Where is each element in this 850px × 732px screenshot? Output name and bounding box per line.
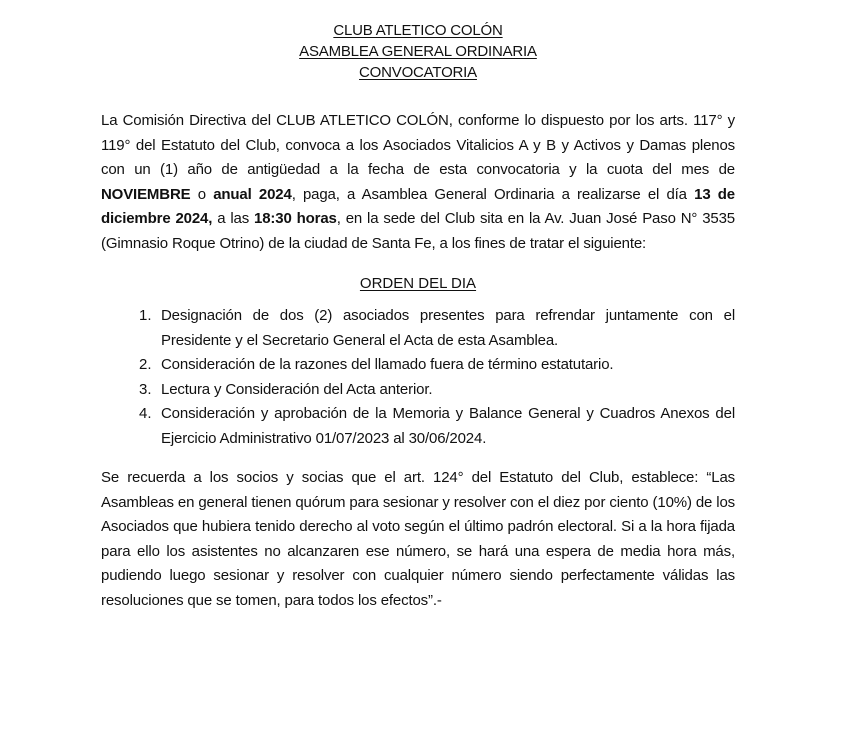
intro-bold-annual: anual 2024 — [213, 185, 292, 203]
agenda-item — [101, 402, 735, 451]
assembly-type-heading — [101, 41, 735, 62]
agenda-item-text: Consideración de la razones del llamado fuera de término estatutario. — [161, 356, 614, 373]
agenda-item-number: 3. — [139, 380, 152, 398]
doc-type-heading — [101, 62, 735, 83]
orden-del-dia-text: ORDEN DEL DIA — [359, 275, 477, 292]
intro-bold-date: 13 de diciembre 2024, — [101, 185, 735, 227]
agenda-item-text: Lectura y Consideración del Acta anterior. — [161, 380, 433, 398]
agenda-item-text: Designación de dos (2) asociados presentes para refrendar juntamente con el Presidente y el Secretario General el Acta de esta Asamblea. — [161, 307, 735, 349]
agenda-item — [101, 353, 735, 378]
agenda-item-number: 2. — [139, 356, 152, 373]
intro-text-5: , en la sede del Club sita en la Av. Juan José Paso N° 3535 (Gimnasio Roque Otrino) de la ciudad de Santa Fe, a los fines de tratar el siguiente: — [101, 210, 735, 252]
document-page — [101, 0, 735, 613]
intro-text-3: , paga, a Asamblea General Ordinaria a realizarse el día — [291, 185, 695, 203]
intro-bold-time: 18:30 horas — [254, 210, 337, 227]
doc-type-text: CONVOCATORIA — [359, 64, 477, 81]
agenda-list — [101, 304, 735, 451]
intro-paragraph — [101, 109, 735, 256]
agenda-item-number: 4. — [139, 405, 152, 422]
intro-text-4: a las — [212, 210, 255, 227]
agenda-item-text: Consideración y aprobación de la Memoria y Balance General y Cuadros Anexos del Ejercicio Administrativo 01/07/2023 al 30/06/2024. — [161, 405, 735, 447]
quorum-reminder-paragraph: Se recuerda a los socios y socias que el art. 124° del Estatuto del Club, establece: “Las Asambleas en general tienen quórum para sesionar y resolver con el diez por ciento (10%) de los Asociados que hubiera tenido derecho al voto según el último padrón electoral. Si a la hora fijada para ello los asistentes no alcanzaren ese número, se hará una espera de media hora más, pudiendo luego sesionar y resolver con cualquier número siendo perfectamente válidas las resoluciones que se tomen, para todos los efectos”.- — [101, 469, 735, 609]
club-name-heading — [101, 20, 735, 41]
agenda-item — [101, 378, 735, 403]
intro-text-1: La Comisión Directiva del CLUB ATLETICO COLÓN, conforme lo dispuesto por los arts. 117° y 119° del Estatuto del Club, convoca a los Asociados Vitalicios A y B y Activos y Damas plenos con un (1) año de antigüedad a la fecha de esta convocatoria y la cuota del mes de — [101, 112, 735, 178]
intro-text-2: o — [190, 185, 214, 203]
club-name-text: CLUB ATLETICO COLÓN — [333, 22, 503, 39]
assembly-type-text: ASAMBLEA GENERAL ORDINARIA — [299, 43, 537, 60]
agenda-item-number: 1. — [139, 307, 152, 324]
orden-del-dia-heading — [101, 272, 735, 296]
agenda-item — [101, 304, 735, 353]
intro-bold-month: NOVIEMBRE — [101, 185, 191, 203]
document-header — [101, 20, 735, 83]
